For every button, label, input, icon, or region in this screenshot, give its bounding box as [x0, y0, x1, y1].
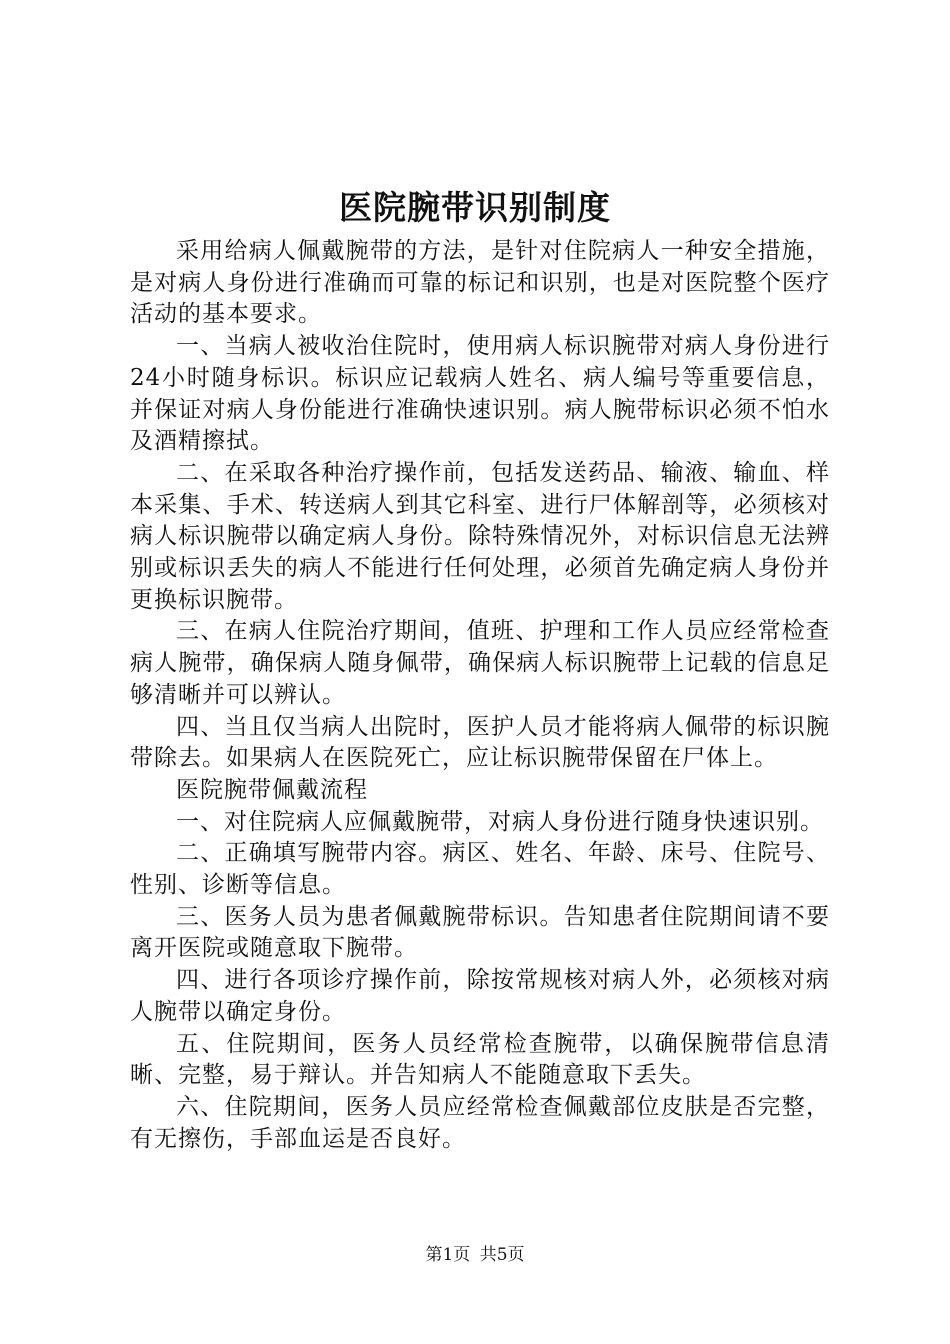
paragraph-step-2: 二、正确填写腕带内容。病区、姓名、年龄、床号、住院号、性别、诊断等信息。: [130, 840, 830, 899]
section-heading-process: 医院腕带佩戴流程: [176, 776, 368, 803]
paragraph-step-5: 五、住院期间，医务人员经常检查腕带，以确保腕带信息清晰、完整，易于辩认。并告知病人不能随意取下丢失。: [130, 1030, 830, 1089]
paragraph-rule-4: 四、当且仅当病人出院时，医护人员才能将病人佩带的标识腕带除去。如果病人在医院死亡，应让标识腕带保留在尸体上。: [130, 713, 830, 772]
paragraph-step-6: 六、住院期间，医务人员应经常检查佩戴部位皮肤是否完整，有无擦伤，手部血运是否良好。: [130, 1093, 830, 1152]
paragraph-step-4: 四、进行各项诊疗操作前，除按常规核对病人外，必须核对病人腕带以确定身份。: [130, 967, 830, 1025]
document-title: 医院腕带识别制度: [339, 188, 611, 227]
paragraph-rule-1: 一、当病人被收治住院时，使用病人标识腕带对病人身份进行24小时随身标识。标识应记载病人姓名、病人编号等重要信息，并保证对病人身份能进行准确快速识别。病人腕带标识必须不怕水及酒精擦拭。: [130, 333, 830, 455]
paragraph-rule-3: 三、在病人住院治疗期间，值班、护理和工作人员应经常检查病人腕带，确保病人随身佩带，确保病人标识腕带上记载的信息足够清晰并可以辨认。: [130, 618, 830, 708]
paragraph-intro: 采用给病人佩戴腕带的方法，是针对住院病人一种安全措施，是对病人身份进行准确而可靠的标记和识别，也是对医院整个医疗活动的基本要求。: [130, 238, 830, 328]
page-total: 共5页: [479, 1245, 525, 1265]
page-number: 第1页: [425, 1245, 471, 1265]
page-footer: [0, 1242, 950, 1268]
document-body: [130, 236, 830, 1155]
paragraph-step-1: 一、对住院病人应佩戴腕带，对病人身份进行随身快速识别。: [176, 808, 824, 835]
paragraph-rule-2: 二、在采取各种治疗操作前，包括发送药品、输液、输血、样本采集、手术、转送病人到其它科室、进行尸体解剖等，必须核对病人标识腕带以确定病人身份。除特殊情况外，对标识信息无法辨别或标识丢失的病人不能进行任何处理，必须首先确定病人身份并更换标识腕带。: [130, 459, 830, 613]
paragraph-step-3: 三、医务人员为患者佩戴腕带标识。告知患者住院期间请不要离开医院或随意取下腕带。: [130, 903, 830, 962]
